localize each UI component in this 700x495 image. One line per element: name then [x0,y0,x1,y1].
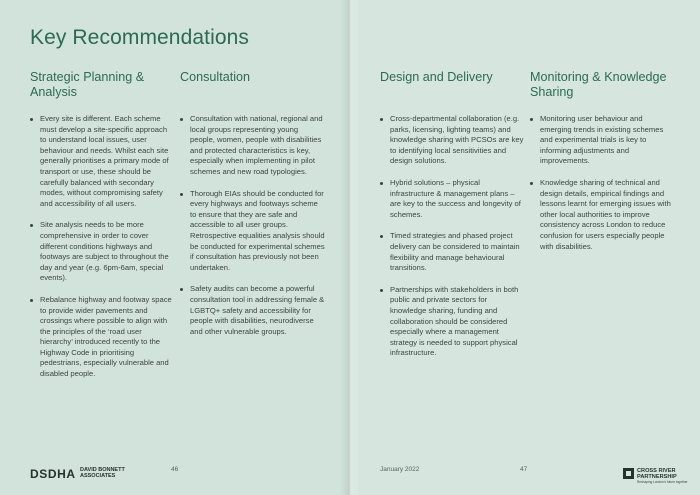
dsdha-logo: DSDHA [30,467,76,481]
page-spine [340,0,360,495]
column-strategic-planning [30,70,175,391]
crp-mark-icon [623,468,634,479]
page-number-right: 47 [520,466,528,473]
crp-tagline: Reshaping London's future together [637,480,688,484]
crp-wordmark [637,468,688,484]
bullet-list [380,114,525,359]
list-item: Knowledge sharing of technical and design details, empirical findings and lessons learnt for emerging issues with other local authorities to improve consistency across London to reduce confusion for users especially people with disabilities. [530,178,675,252]
list-item: Thorough EIAs should be conducted for every highways and footways scheme to ensure that they are safe and accessible to all user groups. Retrospective equalities analysis should be conducted for experimental schemes if consultation has previously not been undertaken. [180,189,325,274]
column-monitoring [530,70,675,263]
list-item: Timed strategies and phased project delivery can be considered to maintain flexibility and manage behavioural transitions. [380,231,525,273]
list-item: Consultation with national, regional and local groups representing young people, women, people with disabilities and protected characteristics is key, especially when implementing in pilot schemes and new road typologies. [180,114,325,178]
column-heading: Monitoring & Knowledge Sharing [530,70,667,99]
bullet-list [530,114,675,252]
list-item: Site analysis needs to be more comprehensive in order to cover different conditions highways and footways are subject to throughout the day and year (e.g. 6pm-6am, special events). [30,220,175,284]
column-heading: Design and Delivery [380,70,493,84]
david-bonnett-logo [80,467,125,479]
bullet-list [180,114,325,337]
list-item: Rebalance highway and footway space to provide wider pavements and crossings where possible to align with the principles of the ‘road user hierarchy’ introduced recently to the Highway Code in prioritising pedestrians, especially vulnerable and disabled people. [30,295,175,380]
list-item: Cross-departmental collaboration (e.g. parks, licensing, lighting teams) and knowledge sharing with PCSOs are key to identifying local sensitivities and design solutions. [380,114,525,167]
partner-logo-line: ASSOCIATES [80,473,116,479]
column-heading: Strategic Planning & Analysis [30,70,145,99]
crp-line: CROSS RIVER [637,468,676,474]
partner-logo-line: DAVID BONNETT [80,467,125,473]
list-item: Partnerships with stakeholders in both public and private sectors for knowledge sharing, funding and collaboration should be considered especially where a management strategy is needed to support physical infrastructure. [380,285,525,359]
bullet-list [30,114,175,380]
crp-line: PARTNERSHIP [637,474,677,480]
list-item: Safety audits can become a powerful consultation tool in addressing female & LGBTQ+ safety and accessibility for people with disabilities, neurodiverse and other vulnerable groups. [180,284,325,337]
list-item: Monitoring user behaviour and emerging trends in existing schemes and experimental trials is key to informing adjustments and improvements. [530,114,675,167]
page-title: Key Recommendations [30,26,250,49]
list-item: Every site is different. Each scheme must develop a site-specific approach to understand local issues, user behaviour and needs. Whilst each site generally prioritises a primary mode of transport or use, these should be carefully balanced with secondary modes, without compromising safety and accessibility of all users. [30,114,175,209]
list-item: Hybrid solutions – physical infrastructure & management plans – are key to the success and longevity of schemes. [380,178,525,220]
column-design-delivery [380,70,525,370]
column-consultation [180,70,325,348]
column-heading: Consultation [180,70,251,84]
page-number-left: 46 [171,466,179,473]
cross-river-partnership-logo [623,468,688,484]
footer-date: January 2022 [380,466,420,473]
